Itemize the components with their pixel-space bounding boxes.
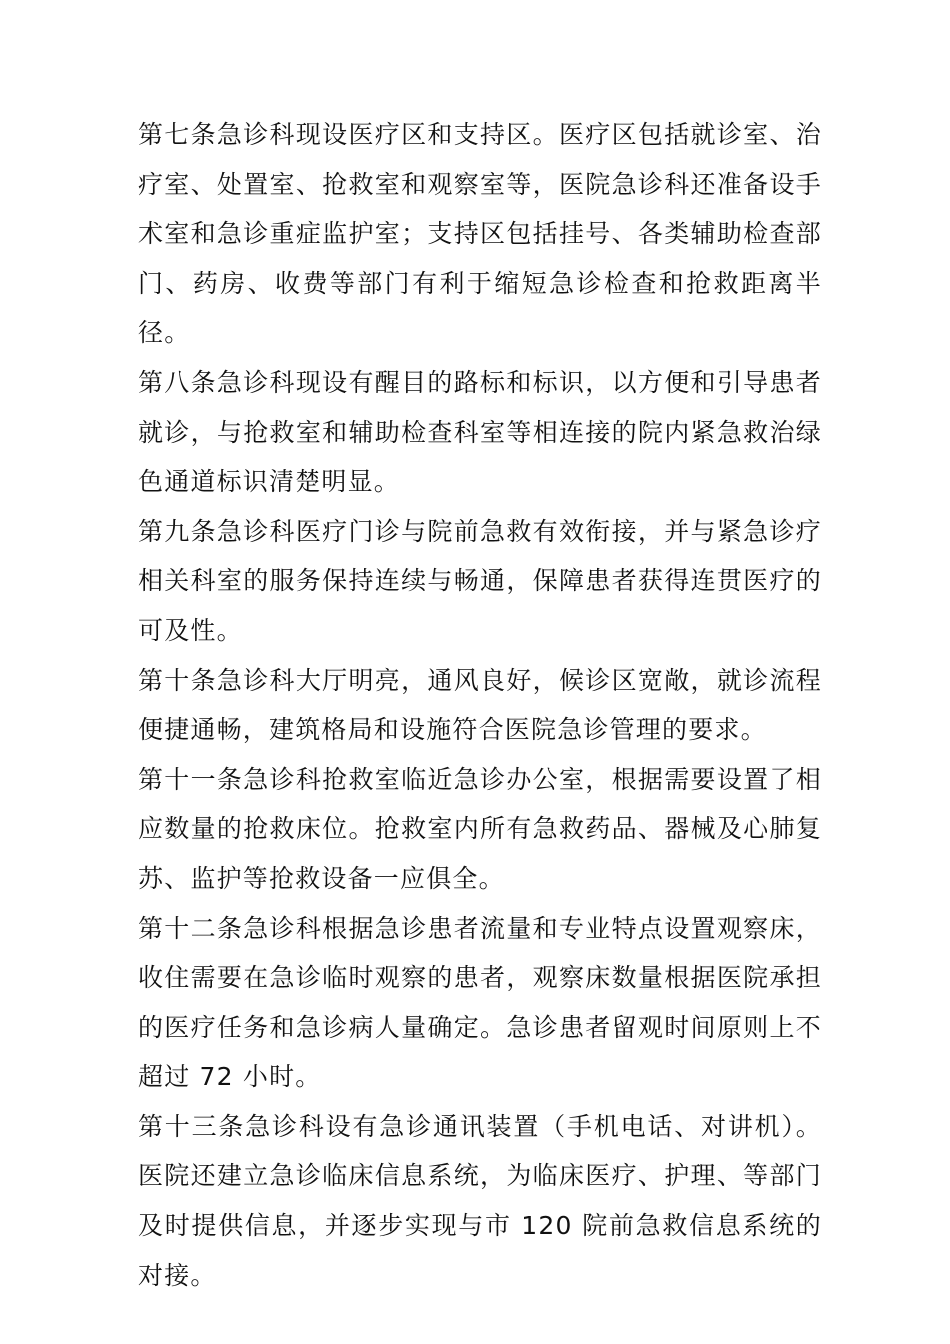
document-body	[138, 110, 822, 1300]
article-8-paragraph: 第八条急诊科现设有醒目的路标和标识，以方便和引导患者就诊，与抢救室和辅助检查科室等相连接的院内紧急救治绿色通道标识清楚明显。	[138, 367, 822, 497]
article-13-paragraph: 第十三条急诊科设有急诊通讯装置（手机电话、对讲机）。医院还建立急诊临床信息系统，为临床医疗、护理、等部门及时提供信息，并逐步实现与市 120 院前急救信息系统的对接。	[138, 1111, 822, 1290]
article-10-paragraph: 第十条急诊科大厅明亮，通风良好，候诊区宽敞，就诊流程便捷通畅，建筑格局和设施符合医院急诊管理的要求。	[138, 665, 822, 745]
article-7-paragraph: 第七条急诊科现设医疗区和支持区。医疗区包括就诊室、治疗室、处置室、抢救室和观察室等，医院急诊科还准备设手术室和急诊重症监护室；支持区包括挂号、各类辅助检查部门、药房、收费等部门有利于缩短急诊检查和抢救距离半径。	[138, 120, 822, 348]
article-9-paragraph: 第九条急诊科医疗门诊与院前急救有效衔接，并与紧急诊疗相关科室的服务保持连续与畅通，保障患者获得连贯医疗的可及性。	[138, 516, 822, 645]
article-12-paragraph: 第十二条急诊科根据急诊患者流量和专业特点设置观察床，收住需要在急诊临时观察的患者，观察床数量根据医院承担的医疗任务和急诊病人量确定。急诊患者留观时间原则上不超过 72 小时。	[138, 913, 822, 1092]
article-11-paragraph: 第十一条急诊科抢救室临近急诊办公室，根据需要设置了相应数量的抢救床位。抢救室内所有急救药品、器械及心肺复苏、监护等抢救设备一应俱全。	[138, 764, 822, 893]
